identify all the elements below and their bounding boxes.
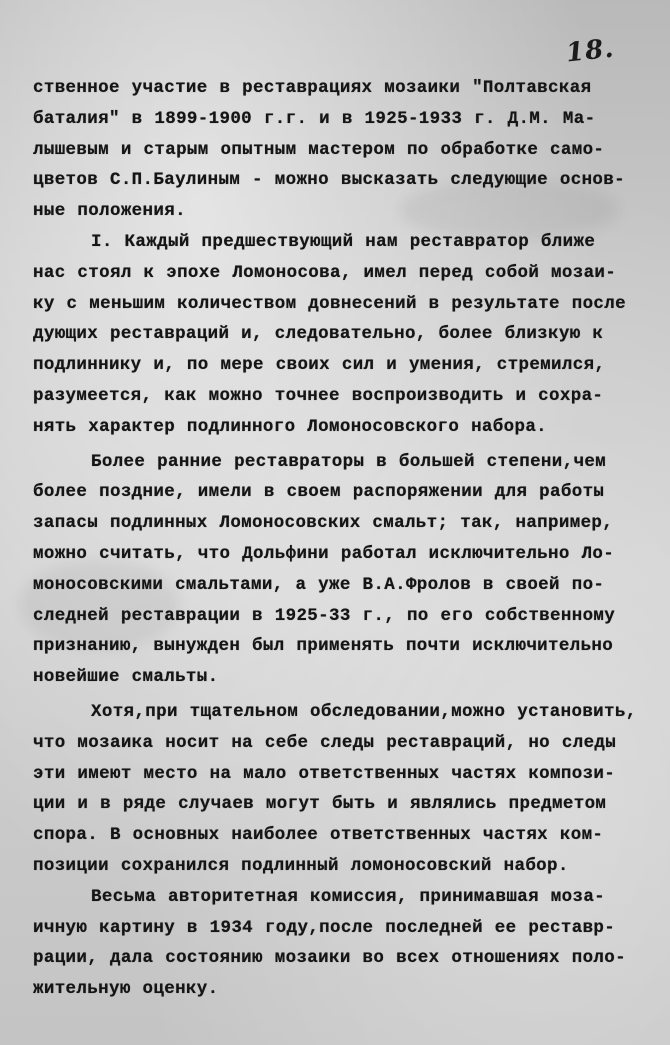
text-line: моносовскими смальтами, а уже В.А.Фролов в своей по-	[33, 574, 605, 595]
text-line: жительную оценку.	[33, 979, 219, 1000]
text-line: подлиннику и, по мере своих сил и умения, стремился,	[33, 355, 606, 376]
text-line: разумеется, как можно точнее воспроизводить и сохра-	[33, 385, 604, 406]
text-line: баталия" в 1899-1900 г.г. и в 1925-1933 г. Д.М. Ма-	[33, 108, 596, 129]
text-line: ные положения.	[33, 201, 186, 222]
text-line: более поздние, имели в своем распоряжении для работы	[33, 482, 605, 503]
paragraph	[33, 447, 664, 693]
text-line: можно считать, что Дольфини работал исключительно Ло-	[33, 543, 615, 564]
text-line: нас стоял к эпохе Ломоносова, имел перед собой мозаи-	[33, 262, 617, 283]
text-line: нять характер подлинного Ломоносовского набора.	[33, 416, 548, 437]
text-line: эти имеют место на мало ответственных частях компози-	[33, 763, 616, 784]
page-number: 18.	[564, 33, 616, 69]
paragraph	[33, 882, 664, 1005]
text-line: признанию, вынужден был применять почти исключительно	[33, 636, 614, 657]
text-line: лышевым и старым опытным мастером по обработке само-	[33, 139, 605, 160]
text-line: Весьма авторитетная комиссия, принимавшая моза-	[91, 886, 606, 907]
document-body	[33, 73, 664, 1005]
paragraph	[33, 697, 664, 882]
text-line: новейшие смальты.	[33, 667, 219, 688]
text-line: позиции сохранился подлинный ломоносовский набор.	[33, 855, 569, 876]
text-line: ку с меньшим количеством довнесений в результате после	[33, 293, 626, 314]
text-line: I. Каждый предшествующий нам реставратор ближе	[91, 231, 596, 252]
text-line: ственное участие в реставрациях мозаики "Полтавская	[33, 78, 592, 98]
text-line: спора. В основных наиболее ответственных частях ком-	[33, 825, 604, 846]
text-line: что мозаика носит на себе следы реставраций, но следы	[33, 732, 617, 753]
text-line: следней реставрации в 1925-33 г., по его собственному	[33, 605, 616, 626]
text-line: Более ранние реставраторы в большей степени,чем	[91, 451, 607, 472]
text-line: ции и в ряде случаев могут быть и являлись предметом	[33, 794, 607, 815]
paragraph	[33, 73, 664, 227]
text-line: Хотя,при тщательном обследовании,можно установить,	[91, 701, 637, 722]
text-line: дующих реставраций и, следовательно, более близкую к	[33, 324, 604, 345]
text-line: ичную картину в 1934 году,после последней ее реставр-	[33, 917, 616, 938]
paragraph	[33, 227, 664, 443]
text-line: запасы подлинных Ломоносовских смальт; так, например,	[33, 513, 614, 534]
text-line: цветов С.П.Баулиным - можно высказать следующие основ-	[33, 170, 625, 191]
text-line: рации, дала состоянию мозаики во всех отношениях поло-	[33, 948, 626, 969]
